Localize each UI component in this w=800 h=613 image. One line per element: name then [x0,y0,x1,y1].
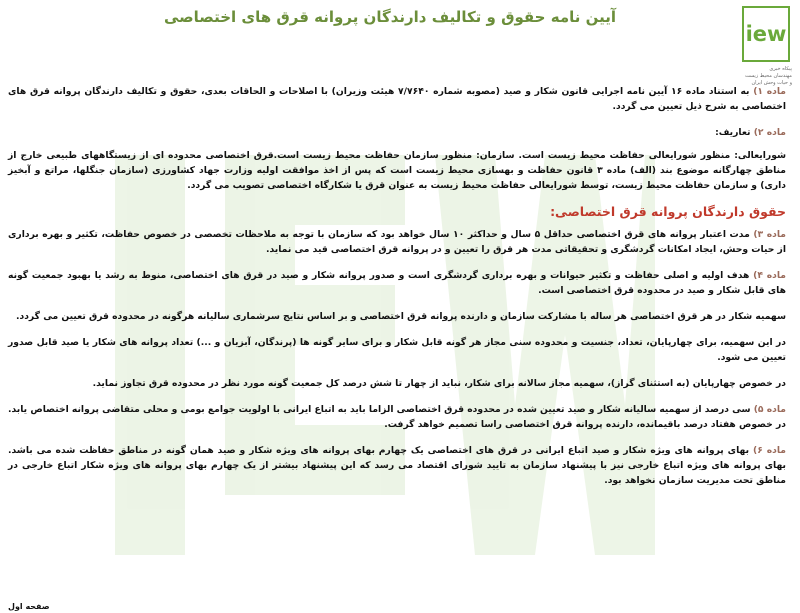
article-label: ماده ۴) [753,270,786,281]
article-text: مدت اعتبار پروانه های قرق اختصاصی حداقل ۵ سال و حداکثر ۱۰ سال خواهد بود که سازمان با توجه به ملاحظات تخصصی در خصوص حفاظت، تکثیر و بهره برداری از حیات وحش، ایجاد امکانات گردشگری و تحقیقاتی مدت هر قرق را تعیین و در پروانه قرق اختصاصی قید می نماید. [8,229,786,255]
article-6 [8,443,786,488]
document-body [8,84,786,499]
article-text: در این سهمیه، برای چهارپایان، تعداد، جنسیت و محدوده سنی مجاز هر گونه قابل شکار و برای سایر گونه ها (پرندگان، آبزیان و ...) تعداد پروانه های شکار یا صید قابل صدور تعیین می شود. [8,337,786,363]
article-text: در خصوص چهارپایان (به استثنای گراز)، سهمیه مجاز سالانه برای شکار، نباید از چهار تا شش درصد کل جمعیت گونه مورد نظر در محدوده قرق تجاوز نماید. [92,378,786,389]
logo-text: iew [745,22,787,46]
article-label: ماده ۶) [752,445,786,456]
article-2 [8,125,786,140]
article-label: ماده ۲) [753,127,786,138]
article-4 [8,268,786,298]
article-1 [8,84,786,114]
article-text: هدف اولیه و اصلی حفاظت و تکثیر حیوانات و بهره برداری گردشگری است و صدور پروانه شکار و صید در قرق های اختصاصی، منوط به رشد یا بهبود جمعیت گونه های قابل شکار و صید در محدوده قرق اختصاصی است. [8,270,786,296]
article-text: سی درصد از سهمیه سالیانه شکار و صید تعیین شده در محدوده قرق اختصاصی الزاما باید به اتباع ایرانی با اولویت جوامع بومی و محلی متقاضی پروانه اختصاص یابد. در خصوص هفتاد درصد باقیمانده، دارنده پروانه قرق اختصاصی راسا تصمیم خواهد گرفت. [7,404,786,430]
logo-subtitle: پیکاه خبری مهندسان محیط زیست و حیات وحش ایران [744,66,792,86]
section-heading: حقوق دارندگان پروانه قرق اختصاصی: [550,204,786,219]
quota-paragraph [8,309,786,324]
article-label: ماده ۱) [753,86,786,97]
quota-details-paragraph [8,335,786,365]
quadruped-paragraph [8,376,786,391]
definitions-paragraph [8,148,786,193]
article-3 [8,227,786,257]
article-label: ماده ۵) [753,404,786,415]
article-text: سهمیه شکار در هر قرق اختصاصی هر ساله با مشارکت سازمان و دارنده پروانه قرق اختصاصی و بر اساس نتایج سرشماری سالیانه هرگونه در محدوده قرق تعیین می گردد. [16,311,786,322]
article-5 [8,402,786,432]
article-text: بهای پروانه های ویژه شکار و صید اتباع ایرانی در قرق های اختصاصی یک چهارم بهای پروانه های ویژه شکار و صید همان گونه در مناطق حفاظت شده می باشد. بهای پروانه های ویژه اتباع خارجی نیز با پیشنهاد سازمان به تایید شورای اقتصاد می رسد که این پیشنهاد بیشتر از یک چهارم بهای پروانه های ویژه شکار اتباع خارجی در مناطق تحت مدیریت سازمان نخواهد بود. [8,445,786,486]
article-text: به استناد ماده ۱۶ آیین نامه اجرایی قانون شکار و صید (مصوبه شماره ۷/۷۶۴۰ هیئت وزیران) با اصلاحات و الحاقات بعدی، حقوق و تکالیف دارندگان پروانه قرق های اختصاصی به شرح ذیل تعیین می گردد. [8,86,786,112]
article-text: شورایعالی: منظور شورایعالی حفاظت محیط زیست است. سازمان: منظور سازمان حفاظت محیط زیست است.قرق اختصاصی محدوده ای از زیستگاههای طبیعی خارج از مناطق چهارگانه موضوع بند (الف) ماده ۳ قانون حفاظت و بهسازی محیط زیست است که پس از اخذ موافقت اولیه وزارت جهاد کشاورزی (سازمان جنگلها، مراتع و آبخیز داری) و سازمان حفاظت محیط زیست، توسط شورایعالی حفاظت محیط زیست به عنوان قرق یا شکارگاه اختصاصی تصویب می گردد. [8,150,786,191]
article-label: ماده ۳) [753,229,786,240]
article-text: تعاریف: [715,127,754,138]
page-title: آیین نامه حقوق و تکالیف دارندگان پروانه قرق های اختصاصی [164,8,616,26]
page-number: صفحه اول [8,602,50,611]
iew-logo [742,6,790,62]
